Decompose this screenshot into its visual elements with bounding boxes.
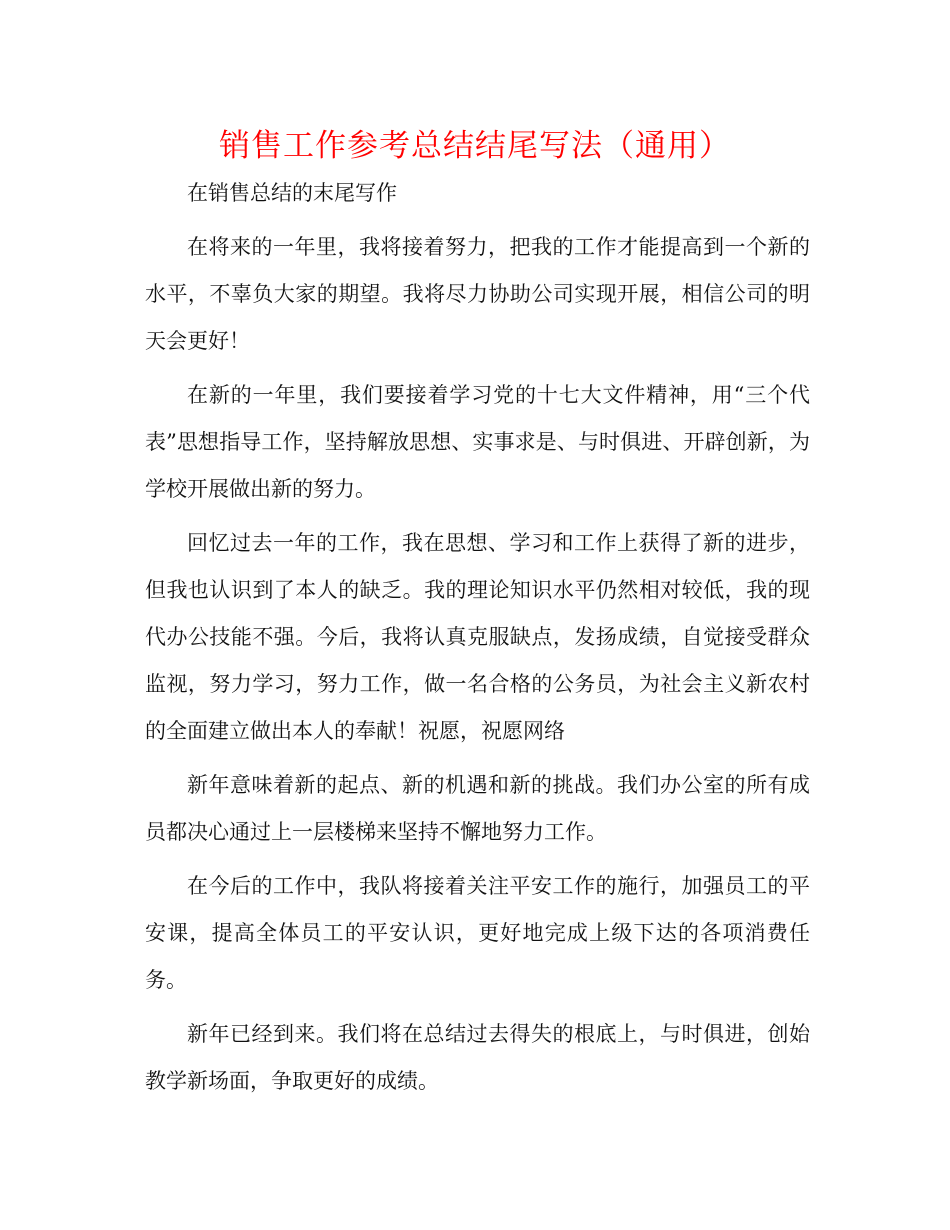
paragraph: 在今后的工作中，我队将接着关注平安工作的施行，加强员工的平安课，提高全体员工的平安认识，更好地完成上级下达的各项消费任务。	[145, 874, 810, 992]
paragraph: 回忆过去一年的工作，我在思想、学习和工作上获得了新的进步，但我也认识到了本人的缺乏。我的理论知识水平仍然相对较低，我的现代办公技能不强。今后，我将认真克服缺点，发扬成绩，自觉接受群众监视，努力学习，努力工作，做一名合格的公务员，为社会主义新农村的全面建立做出本人的奉献！祝愿，祝愿网络	[145, 531, 810, 743]
document-body	[145, 170, 810, 1105]
paragraph: 在将来的一年里，我将接着努力，把我的工作才能提高到一个新的水平，不辜负大家的期望。我将尽力协助公司实现开展，相信公司的明天会更好！	[145, 235, 810, 353]
paragraph-intro: 在销售总结的末尾写作	[187, 181, 397, 205]
document-title: 销售工作参考总结结尾写法（通用）	[219, 128, 731, 164]
paragraph: 新年已经到来。我们将在总结过去得失的根底上，与时俱进，创始教学新场面，争取更好的成绩。	[145, 1022, 810, 1093]
paragraph: 在新的一年里，我们要接着学习党的十七大文件精神，用“三个代表”思想指导工作，坚持解放思想、实事求是、与时俱进、开辟创新，为学校开展做出新的努力。	[145, 383, 810, 501]
paragraph: 新年意味着新的起点、新的机遇和新的挑战。我们办公室的所有成员都决心通过上一层楼梯来坚持不懈地努力工作。	[145, 773, 810, 844]
